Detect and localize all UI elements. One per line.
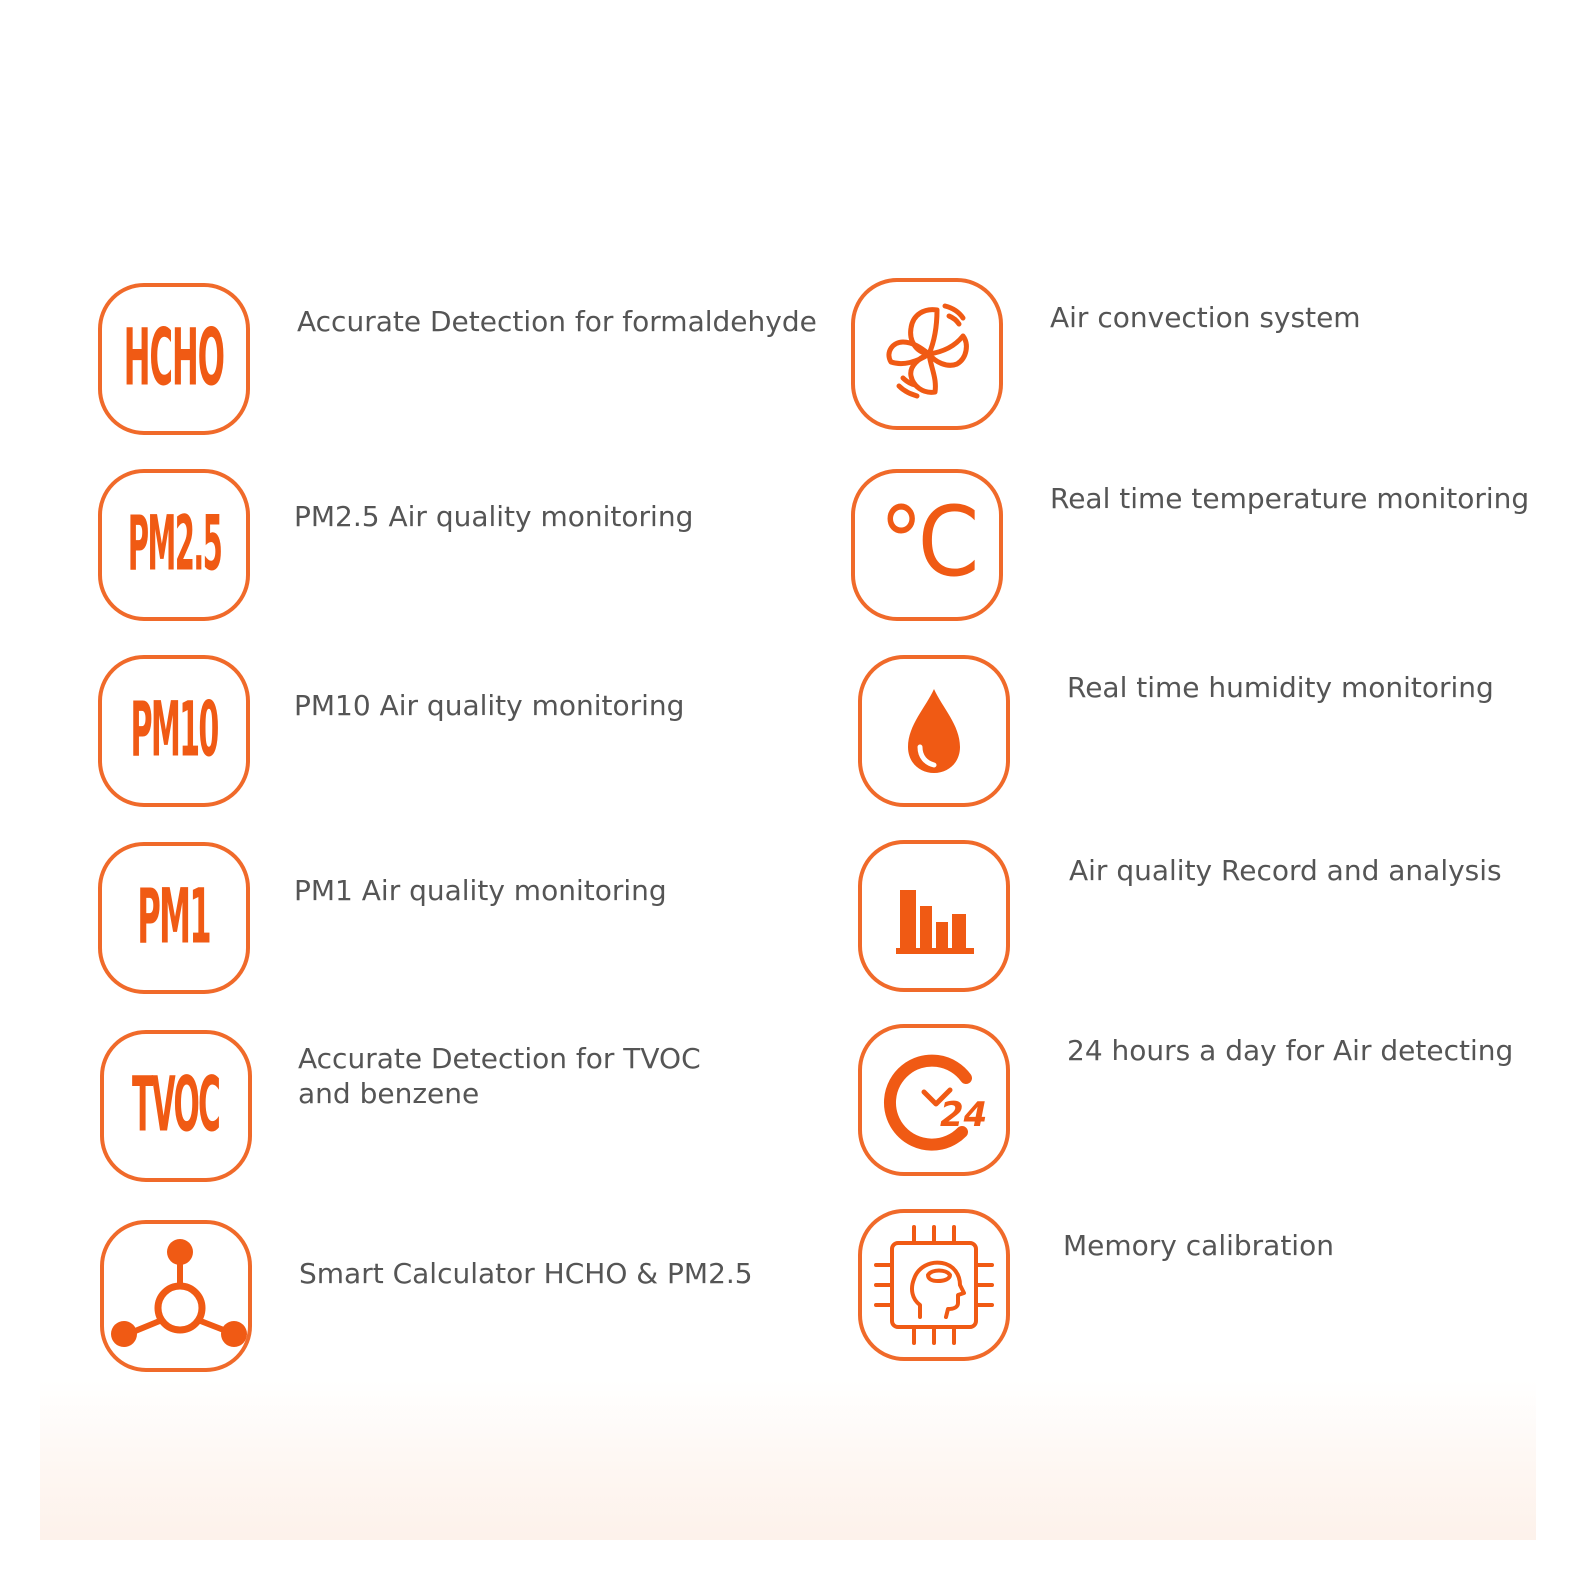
- bar-chart-icon-graphic: [862, 844, 1006, 988]
- water-drop-icon-graphic: [862, 659, 1006, 803]
- pm10-icon-label: PM10: [130, 687, 218, 775]
- molecule-icon-graphic: [104, 1224, 248, 1368]
- brain-chip-icon-graphic: [862, 1213, 1006, 1357]
- feature-label-hours24: 24 hours a day for Air detecting: [1067, 1034, 1514, 1067]
- celsius-icon-label: °C: [879, 486, 975, 598]
- tvoc-text-icon: [100, 1030, 252, 1182]
- feature-label-convection: Air convection system: [1050, 301, 1361, 334]
- feature-label-memory: Memory calibration: [1063, 1229, 1334, 1262]
- pm25-text-icon: [98, 469, 250, 621]
- bottom-background-glow: [40, 1380, 1536, 1540]
- molecule-icon: [100, 1220, 252, 1372]
- feature-label-calculator: Smart Calculator HCHO & PM2.5: [299, 1257, 753, 1290]
- feature-label-pm25: PM2.5 Air quality monitoring: [294, 500, 694, 533]
- celsius-icon: [851, 469, 1003, 621]
- feature-label-record: Air quality Record and analysis: [1069, 854, 1502, 887]
- feature-label-pm10: PM10 Air quality monitoring: [294, 689, 685, 722]
- water-drop-icon: [858, 655, 1010, 807]
- hcho-text-icon: [98, 283, 250, 435]
- clock-24-icon-graphic: [862, 1028, 1006, 1172]
- clock-24-icon: [858, 1024, 1010, 1176]
- brain-chip-icon: [858, 1209, 1010, 1361]
- hcho-icon-label: HCHO: [123, 314, 225, 404]
- pm1-text-icon: [98, 842, 250, 994]
- feature-label-pm1: PM1 Air quality monitoring: [294, 874, 667, 907]
- fan-icon: [851, 278, 1003, 430]
- pm1-icon-label: PM1: [137, 874, 211, 962]
- bar-chart-icon: [858, 840, 1010, 992]
- fan-icon-graphic: [855, 282, 999, 426]
- feature-label-temperature: Real time temperature monitoring: [1050, 482, 1530, 515]
- feature-label-hcho: Accurate Detection for formaldehyde: [297, 305, 817, 338]
- feature-label-tvoc-line1: Accurate Detection for TVOC: [298, 1042, 701, 1075]
- pm10-text-icon: [98, 655, 250, 807]
- tvoc-icon-label: TVOC: [132, 1062, 220, 1150]
- clock-24-text: 24: [940, 1095, 988, 1135]
- feature-label-tvoc-line2: and benzene: [298, 1077, 480, 1110]
- feature-label-humidity: Real time humidity monitoring: [1067, 671, 1494, 704]
- pm25-icon-label: PM2.5: [127, 501, 221, 589]
